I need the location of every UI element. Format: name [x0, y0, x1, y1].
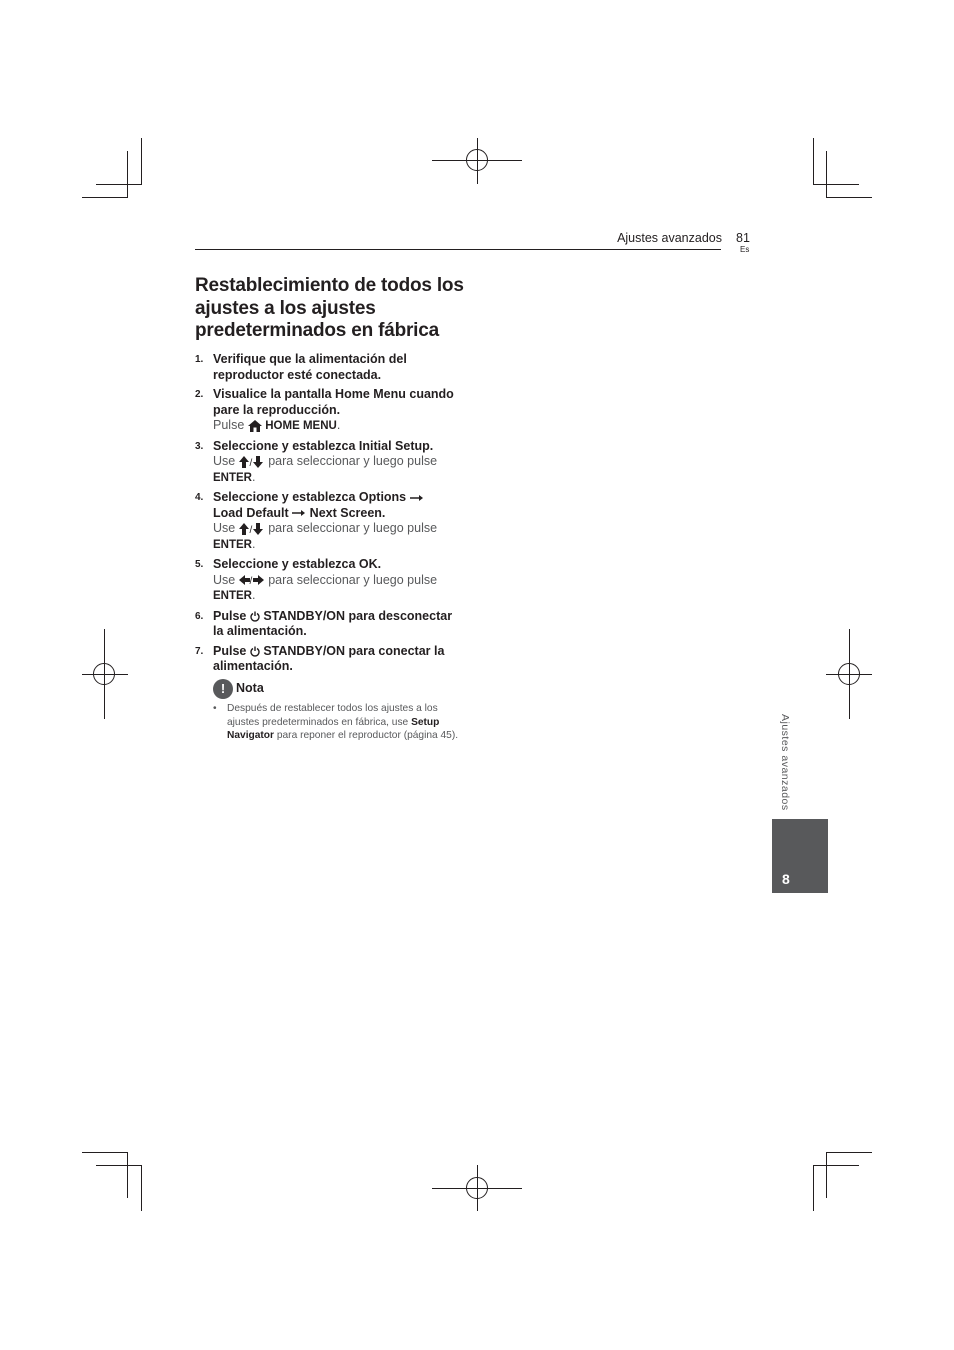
detail-prefix: Use	[213, 572, 236, 587]
chapter-number: 8	[782, 871, 790, 887]
bullet: •	[213, 703, 217, 714]
note-text-b: para reponer el reproductor (página 45).	[276, 730, 459, 742]
up-down-arrows-icon	[239, 456, 265, 468]
crop-mark	[127, 151, 128, 197]
home-icon	[248, 420, 262, 432]
page-number: 81	[736, 231, 750, 245]
step-text: Pulse	[213, 608, 247, 623]
crop-mark	[826, 1152, 872, 1153]
crop-mark	[813, 138, 814, 184]
step-text: Seleccione y establezca Initial Setup.	[213, 438, 434, 453]
note-heading	[213, 678, 264, 699]
note-body	[213, 702, 459, 743]
crop-mark	[813, 1165, 859, 1166]
step-detail	[213, 454, 437, 484]
crop-mark	[141, 1165, 142, 1211]
step-text: Verifique que la alimentación del reproductor esté conectada.	[213, 352, 407, 382]
steps-list	[195, 352, 465, 679]
right-arrow-icon	[292, 509, 306, 517]
step-1	[195, 352, 465, 383]
power-icon	[250, 611, 260, 622]
step-key: STANDBY/ON	[263, 608, 346, 623]
step-7	[195, 644, 465, 675]
step-number: 3.	[195, 440, 204, 452]
detail-suffix: .	[336, 418, 341, 432]
detail-text: para seleccionar y luego pulse	[268, 521, 438, 535]
step-number: 5.	[195, 559, 204, 570]
crop-mark	[96, 1165, 142, 1166]
crop-mark	[826, 1152, 827, 1198]
crop-mark	[813, 184, 859, 185]
crop-mark	[826, 197, 872, 198]
power-icon	[250, 646, 260, 657]
detail-prefix: Pulse	[213, 418, 245, 432]
step-text: Next Screen.	[309, 505, 386, 520]
svg-text:/: /	[249, 457, 252, 468]
step-text: Seleccione y establezca OK.	[213, 557, 382, 571]
crop-mark	[82, 197, 128, 198]
registration-circle	[466, 149, 488, 171]
step-number: 7.	[195, 645, 204, 657]
note-item	[213, 702, 459, 743]
key-label: ENTER	[213, 471, 252, 484]
step-text: Visualice la pantalla Home Menu cuando pare la reproducción.	[213, 387, 454, 417]
detail-text: para seleccionar y luego pulse	[268, 572, 438, 587]
page-language: Es	[740, 245, 750, 254]
chapter-tab	[772, 819, 828, 893]
left-right-arrows-icon	[239, 574, 265, 586]
svg-text:/: /	[249, 576, 252, 587]
detail-suffix: .	[251, 588, 256, 602]
step-key: STANDBY/ON	[263, 643, 346, 658]
step-number: 2.	[195, 389, 204, 400]
note-key: Setup Navigator	[227, 716, 440, 742]
up-down-arrows-icon	[239, 523, 265, 535]
key-label: ENTER	[213, 538, 252, 551]
step-text: para desconectar la alimentación.	[213, 608, 453, 638]
key-label: ENTER	[213, 590, 252, 602]
detail-prefix: Use	[213, 454, 236, 468]
key-label: HOME MENU	[265, 420, 337, 432]
crop-mark	[82, 1152, 128, 1153]
detail-suffix: .	[251, 469, 256, 484]
step-text: Pulse	[213, 643, 247, 658]
step-number: 4.	[195, 492, 204, 503]
detail-text: para seleccionar y luego pulse	[268, 454, 438, 468]
step-4	[195, 490, 465, 553]
crop-mark	[813, 1165, 814, 1211]
header-section-title: Ajustes avanzados	[617, 231, 722, 245]
crop-mark	[826, 151, 827, 197]
registration-circle	[466, 1177, 488, 1199]
step-number: 6.	[195, 610, 204, 622]
step-text: para conectar la alimentación.	[213, 643, 445, 673]
step-6	[195, 609, 465, 640]
svg-text:/: /	[249, 524, 252, 535]
registration-circle	[838, 663, 860, 685]
header-rule	[195, 249, 721, 250]
step-detail	[213, 521, 437, 551]
step-5	[195, 557, 465, 605]
step-2	[195, 387, 465, 435]
exclamation-icon: !	[213, 679, 233, 699]
sidebar-section-label: Ajustes avanzados	[779, 714, 791, 811]
detail-prefix: Use	[213, 521, 236, 535]
detail-suffix: .	[251, 536, 256, 551]
crop-mark	[96, 184, 142, 185]
step-detail	[213, 418, 340, 432]
right-arrow-icon	[410, 494, 424, 502]
step-text: Load Default	[213, 505, 289, 520]
crop-mark	[127, 1152, 128, 1198]
step-text: Seleccione y establezca Options	[213, 490, 407, 504]
step-3	[195, 439, 465, 487]
note-title: Nota	[236, 681, 264, 695]
crop-mark	[141, 138, 142, 184]
step-detail	[213, 573, 437, 603]
note-text-a: Después de restablecer todos los ajustes a los ajustes predeterminados en fábrica, use	[227, 703, 438, 728]
step-number: 1.	[195, 354, 204, 365]
registration-circle	[93, 663, 115, 685]
page-title: Restablecimiento de todos los ajustes a los ajustes predeterminados en fábrica	[195, 275, 464, 341]
